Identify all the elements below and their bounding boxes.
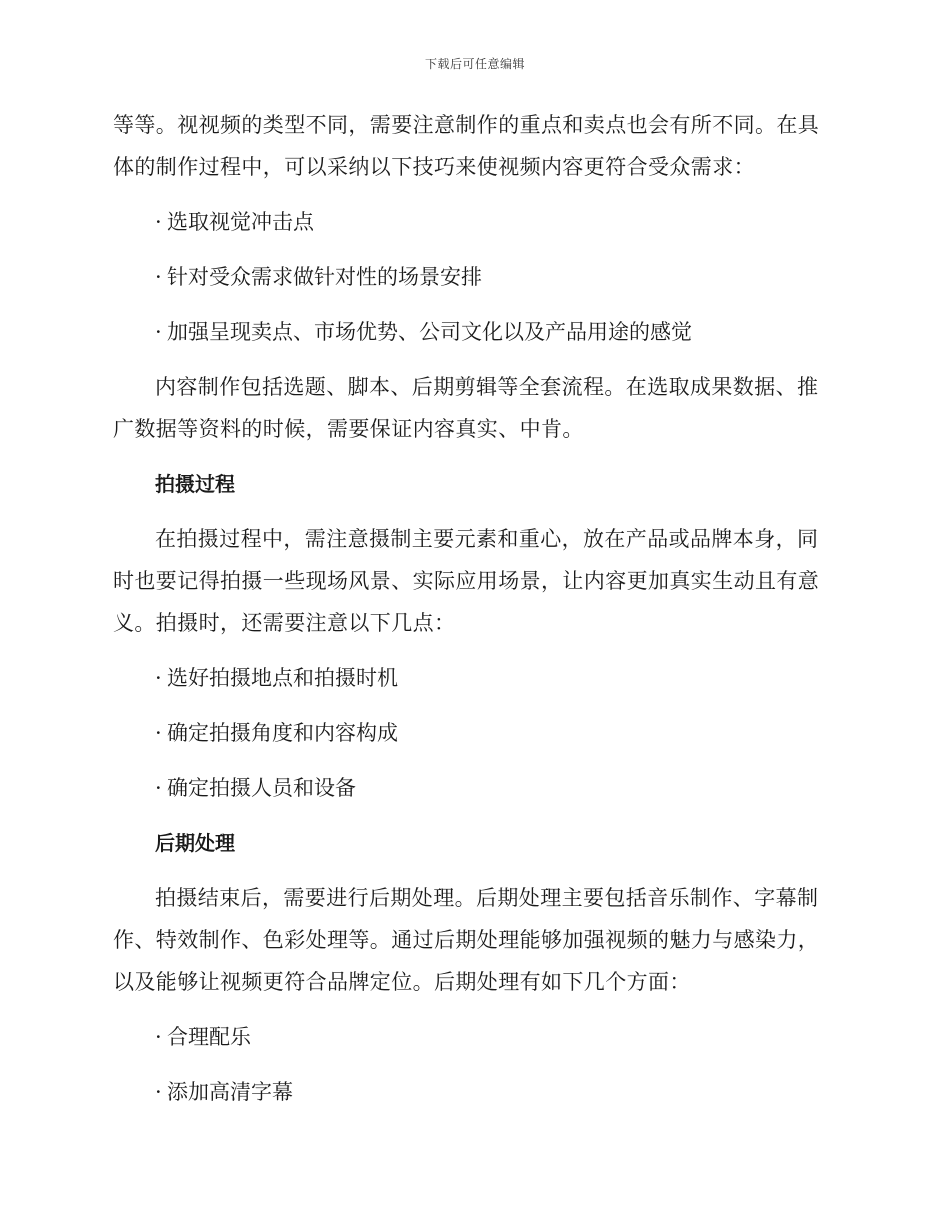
list-item [113, 657, 833, 699]
bullet-icon: · [155, 320, 162, 344]
bullet-icon: · [155, 776, 162, 800]
list-item-text: 选好拍摄地点和拍摄时机 [167, 666, 398, 690]
section-heading-post-processing: 后期处理 [155, 831, 235, 855]
bullet-icon: · [155, 265, 162, 289]
paragraph-post-processing: 拍摄结束后，需要进行后期处理。后期处理主要包括音乐制作、字幕制作、特效制作、色彩处理等。通过后期处理能够加强视频的魅力与感染力，以及能够让视频更符合品牌定位。后期处理有如下几个方面： [113, 886, 820, 994]
list-item-text: 选取视觉冲击点 [167, 210, 314, 234]
bullet-icon: · [155, 210, 162, 234]
list-item-text: 合理配乐 [167, 1025, 251, 1049]
list-item-text: 针对受众需求做针对性的场景安排 [167, 265, 482, 289]
list-item-text: 确定拍摄角度和内容构成 [167, 721, 398, 745]
page-header: 下载后可任意编辑 [424, 57, 525, 71]
list-item [113, 1071, 833, 1113]
bullet-icon: · [155, 666, 162, 690]
section-heading-shooting: 拍摄过程 [155, 472, 235, 496]
list-item [113, 712, 833, 754]
list-item [113, 767, 833, 809]
bullet-icon: · [155, 1080, 162, 1104]
paragraph-content-production: 内容制作包括选题、脚本、后期剪辑等全套流程。在选取成果数据、推广数据等资料的时候，需要保证内容真实、中肯。 [113, 375, 819, 441]
paragraph-video-types: 等等。视视频的类型不同，需要注意制作的重点和卖点也会有所不同。在具体的制作过程中，可以采纳以下技巧来使视频内容更符合受众需求： [113, 113, 820, 179]
list-item [113, 201, 833, 243]
paragraph-shooting: 在拍摄过程中，需注意摄制主要元素和重心，放在产品或品牌本身，同时也要记得拍摄一些现场风景、实际应用场景，让内容更加真实生动且有意义。拍摄时，还需要注意以下几点： [113, 527, 820, 635]
list-item-text: 添加高清字幕 [167, 1080, 293, 1104]
list-item [113, 1016, 833, 1058]
bullet-icon: · [155, 1025, 162, 1049]
document-body [113, 104, 833, 1126]
list-item [113, 311, 833, 353]
bullet-icon: · [155, 721, 162, 745]
list-item [113, 256, 833, 298]
list-item-text: 加强呈现卖点、市场优势、公司文化以及产品用途的感觉 [167, 320, 692, 344]
list-item-text: 确定拍摄人员和设备 [167, 776, 356, 800]
